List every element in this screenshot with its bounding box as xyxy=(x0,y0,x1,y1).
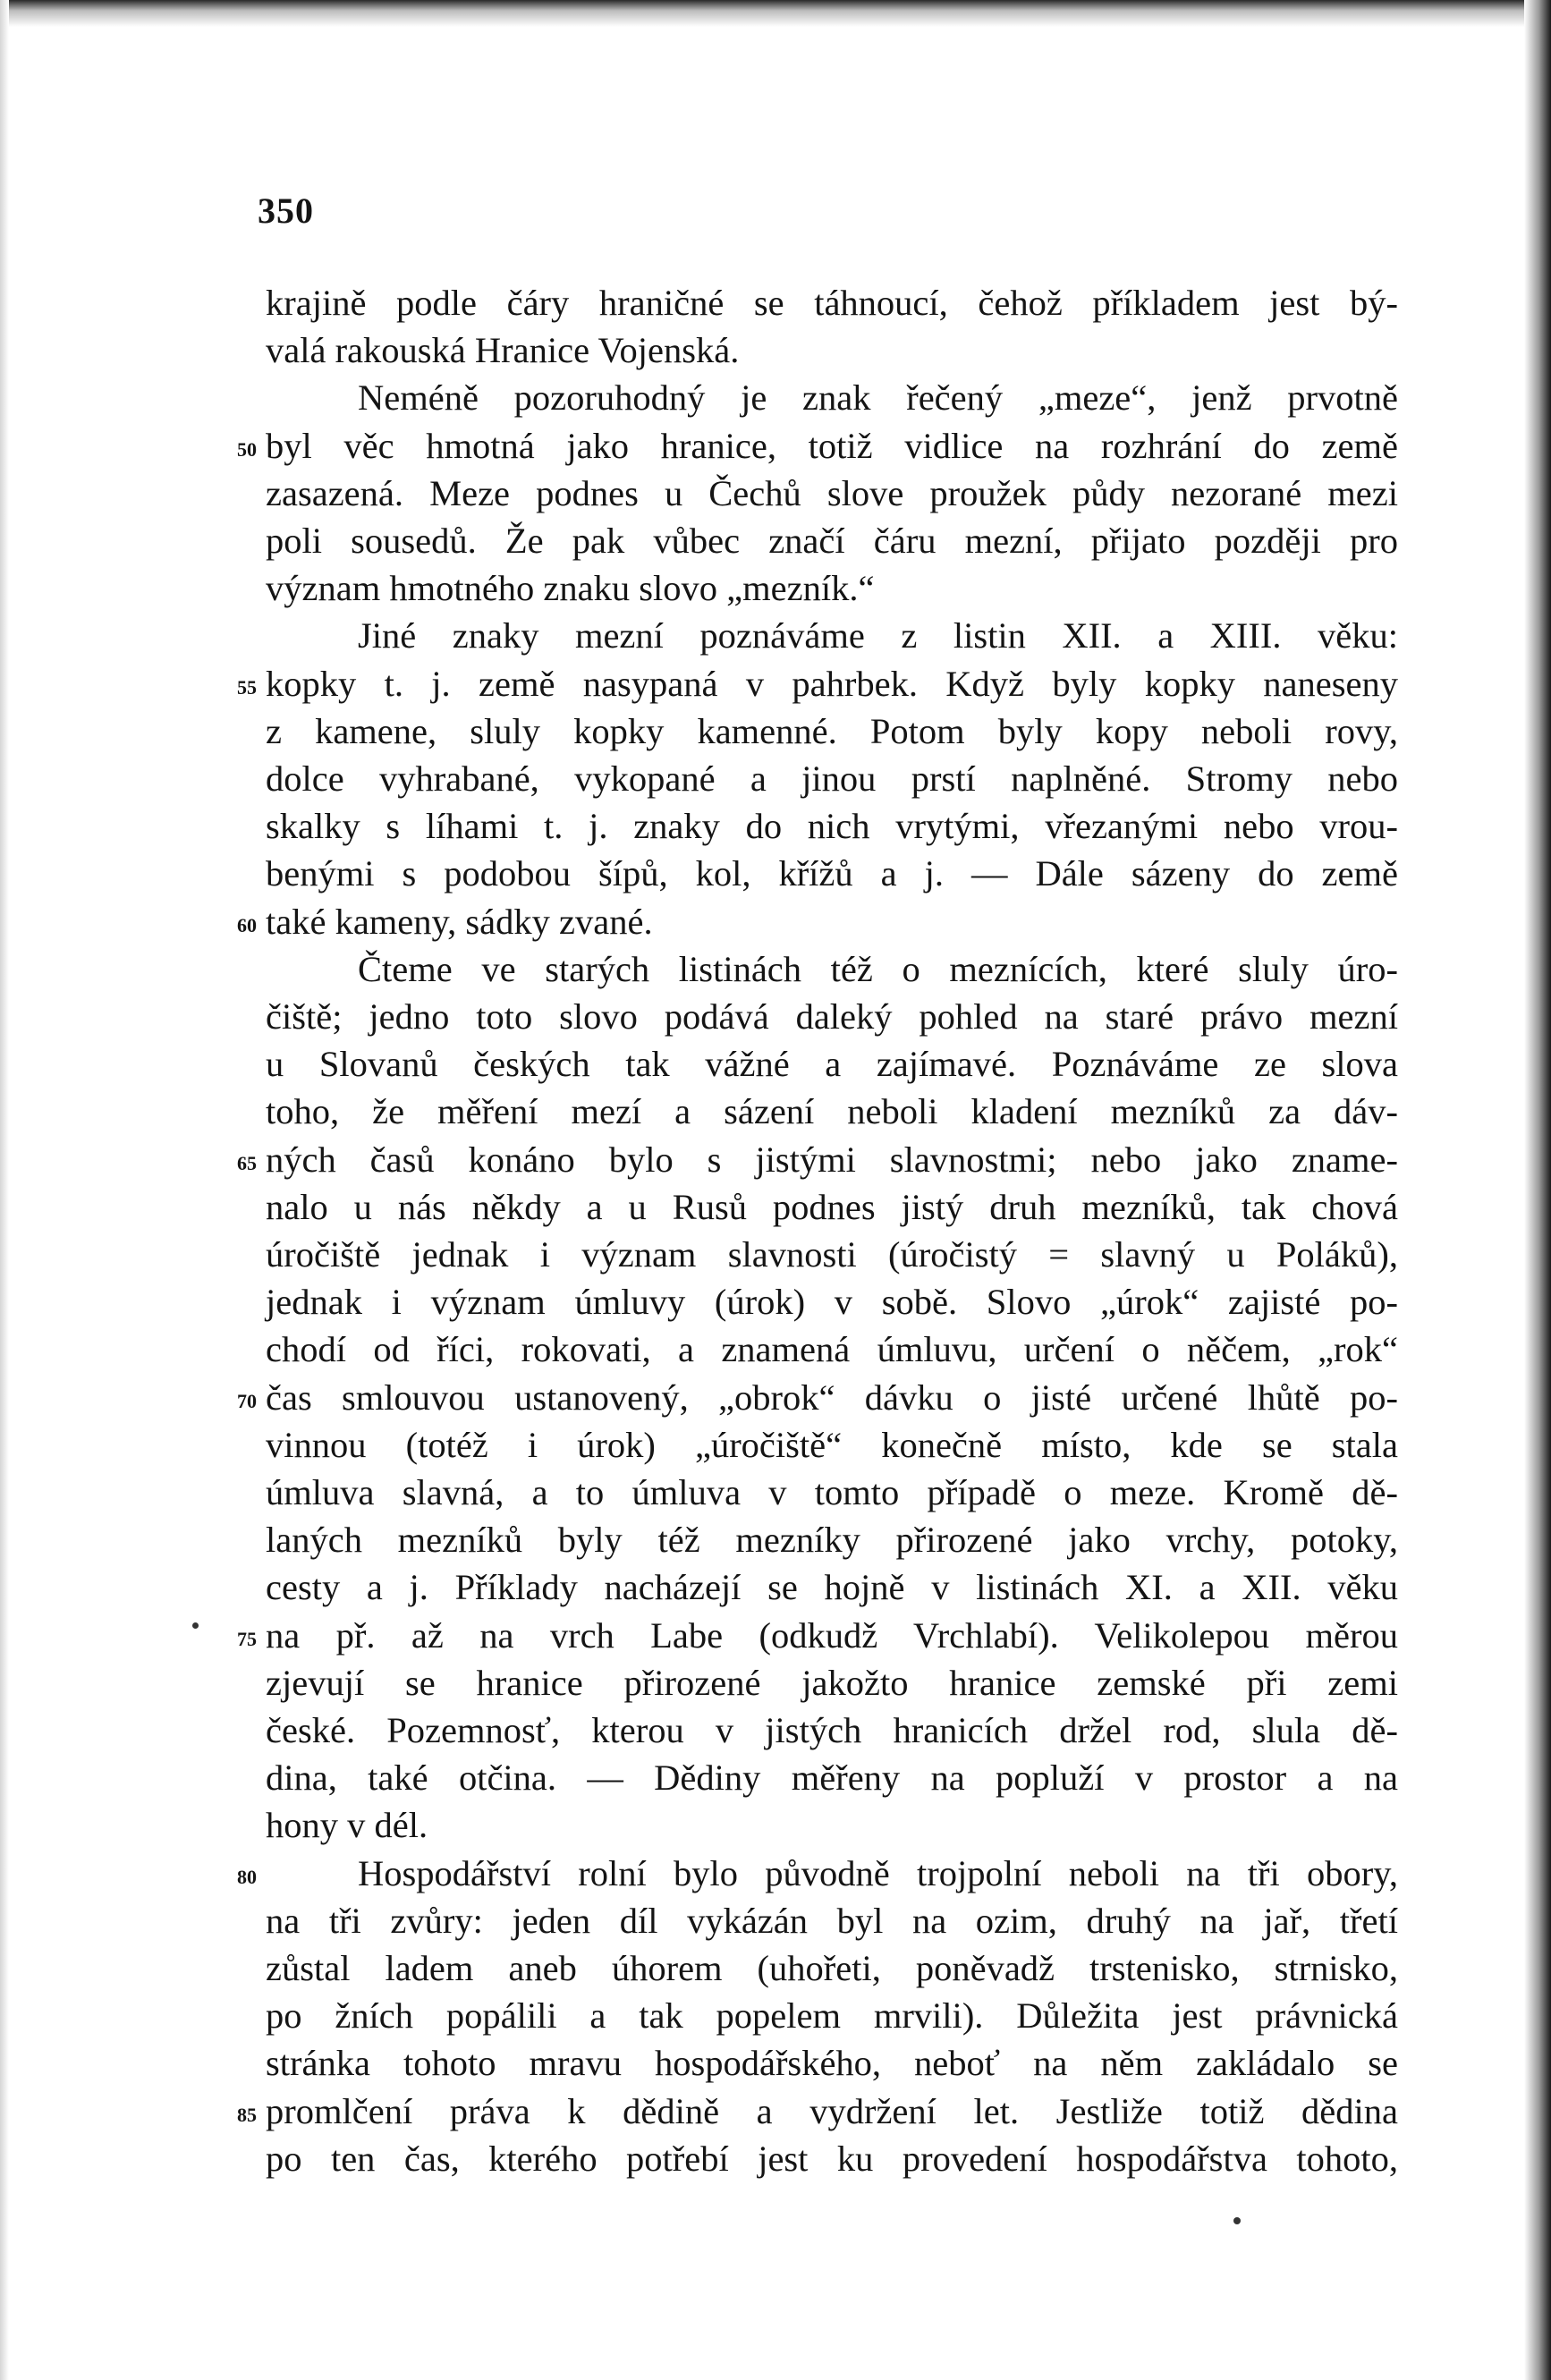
line-number: 50 xyxy=(237,438,257,461)
line-number: 70 xyxy=(237,1390,257,1412)
line-number: 80 xyxy=(237,1866,257,1888)
scan-shadow-top xyxy=(0,0,1551,27)
text-line: na tři zvůry: jeden díl vykázán byl na ozim, druhý na jař, třetí xyxy=(266,1901,1398,1941)
text-line: nalo u nás někdy a u Rusů podnes jistý druh mezníků, tak chová xyxy=(266,1187,1398,1227)
line-number: 65 xyxy=(237,1152,257,1174)
text-line: vinnou (totéž i úrok) „úročiště“ konečně místo, kde se stala xyxy=(266,1425,1398,1465)
text-line: skalky s líhami t. j. znaky do nich vrytými, vřezanými nebo vrou- xyxy=(266,806,1398,846)
text-line: promlčení práva k dědině a vydržení let. Jestliže totiž dědina xyxy=(266,2091,1398,2131)
text-line: úročiště jednak i význam slavnosti (úročistý = slavný u Poláků), xyxy=(266,1234,1398,1275)
text-line: benými s podobou šípů, kol, křížů a j. — Dále sázeny do země xyxy=(266,853,1398,894)
text-line: české. Pozemnosť, kterou v jistých hranicích držel rod, slula dě- xyxy=(266,1710,1398,1750)
text-line: u Slovanů českých tak vážné a zajímavé. Poznáváme ze slova xyxy=(266,1044,1398,1084)
text-line: po žních popálili a tak popelem mrvili). Důležita jest právnická xyxy=(266,1995,1398,2036)
text-line: z kamene, sluly kopky kamenné. Potom byly kopy neboli rovy, xyxy=(266,711,1398,751)
line-number: 75 xyxy=(237,1628,257,1650)
scan-shadow-left xyxy=(0,0,9,2380)
text-line: zjevují se hranice přirozené jakožto hranice zemské při zemi xyxy=(266,1663,1398,1703)
print-speck xyxy=(192,1622,199,1629)
text-line: dolce vyhrabané, vykopané a jinou prstí naplněné. Stromy nebo xyxy=(266,758,1398,799)
scan-shadow-right xyxy=(1524,0,1551,2380)
text-line: zůstal ladem aneb úhorem (uhořeti, poněvadž trstenisko, strnisko, xyxy=(266,1948,1398,1988)
print-speck xyxy=(1233,2217,1241,2224)
text-line: také kameny, sádky zvané. xyxy=(266,902,653,942)
text-line: jednak i význam úmluvy (úrok) v sobě. Slovo „úrok“ zajisté po- xyxy=(266,1282,1398,1322)
text-line: hony v dél. xyxy=(266,1805,428,1845)
text-line: čiště; jedno toto slovo podává daleký pohled na staré právo mezní xyxy=(266,996,1398,1037)
text-line: poli sousedů. Že pak vůbec značí čáru mezní, přijato později pro xyxy=(266,521,1398,561)
text-line: čas smlouvou ustanovený, „obrok“ dávku o jisté určené lhůtě po- xyxy=(266,1377,1398,1418)
line-number: 55 xyxy=(237,676,257,699)
text-line: chodí od říci, rokovati, a znamená úmluvu, určení o něčem, „rok“ xyxy=(266,1329,1398,1369)
text-line: úmluva slavná, a to úmluva v tomto případě o meze. Kromě dě- xyxy=(266,1472,1398,1512)
page-number: 350 xyxy=(258,191,314,231)
text-line: cesty a j. Příklady nacházejí se hojně v listinách XI. a XII. věku xyxy=(266,1567,1398,1607)
text-line: valá rakouská Hranice Vojenská. xyxy=(266,330,740,370)
text-line: stránka tohoto mravu hospodářského, neboť na něm zakládalo se xyxy=(266,2043,1398,2083)
text-line: byl věc hmotná jako hranice, totiž vidlice na rozhrání do země xyxy=(266,426,1398,466)
text-line: ných časů konáno bylo s jistými slavnostmi; nebo jako zname- xyxy=(266,1139,1398,1180)
text-line: Neméně pozoruhodný je znak řečený „meze“, jenž prvotně xyxy=(358,377,1398,418)
text-line: zasazená. Meze podnes u Čechů slove proužek půdy nezorané mezi xyxy=(266,473,1398,513)
line-number: 85 xyxy=(237,2104,257,2126)
text-line: Hospodářství rolní bylo původně trojpolní neboli na tři obory, xyxy=(358,1853,1398,1893)
text-line: Jiné znaky mezní poznáváme z listin XII. a XIII. věku: xyxy=(358,615,1398,656)
text-line: Čteme ve starých listinách též o meznících, které sluly úro- xyxy=(358,949,1398,989)
text-line: kopky t. j. země nasypaná v pahrbek. Když byly kopky naneseny xyxy=(266,664,1398,704)
text-line: krajině podle čáry hraničné se táhnoucí, čehož příkladem jest bý- xyxy=(266,283,1398,323)
text-line: dina, také otčina. — Dědiny měřeny na popluží v prostor a na xyxy=(266,1757,1398,1798)
line-number: 60 xyxy=(237,914,257,936)
text-line: význam hmotného znaku slovo „mezník.“ xyxy=(266,568,875,608)
text-line: na př. až na vrch Labe (odkudž Vrchlabí). Velikolepou měrou xyxy=(266,1615,1398,1656)
text-line: toho, že měření mezí a sázení neboli kladení mezníků za dáv- xyxy=(266,1091,1398,1131)
text-line: po ten čas, kterého potřebí jest ku provedení hospodářstva tohoto, xyxy=(266,2139,1398,2179)
text-line: laných mezníků byly též mezníky přirozené jako vrchy, potoky, xyxy=(266,1520,1398,1560)
